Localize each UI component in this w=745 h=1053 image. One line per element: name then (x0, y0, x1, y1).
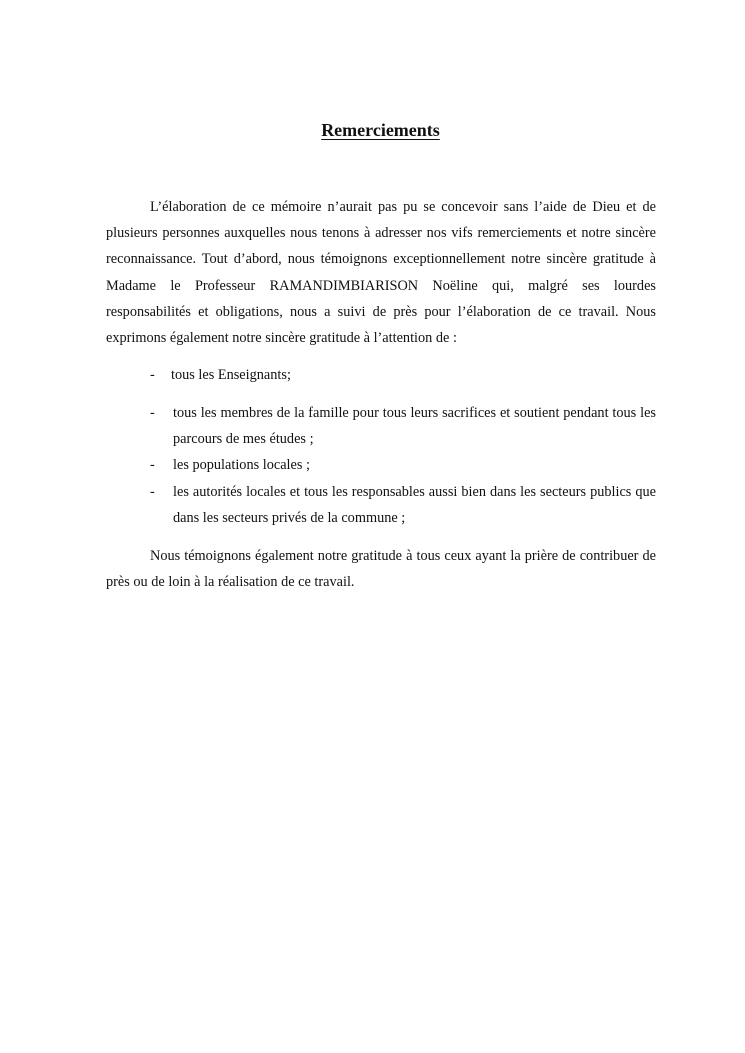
acknowledgement-list (106, 400, 656, 531)
list-item (106, 452, 656, 478)
list-item-text: les autorités locales et tous les responsables aussi bien dans les secteurs publics que dans les secteurs privés de la commune ; (173, 483, 656, 526)
list-item (106, 400, 656, 452)
list-item-text: les populations locales ; (173, 457, 310, 474)
list-bullet: - (150, 483, 155, 500)
closing-paragraph: Nous témoignons également notre gratitude à tous ceux ayant la prière de contribuer de près ou de loin à la réalisation de ce travail. (106, 548, 656, 591)
list-item-text: tous les Enseignants; (171, 367, 291, 383)
list-item-text: tous les membres de la famille pour tous leurs sacrifices et soutient pendant tous les parcours de mes études ; (173, 405, 656, 448)
list-bullet: - (150, 405, 155, 421)
list-item (106, 479, 656, 531)
acknowledgement-list-first (106, 362, 656, 388)
intro-paragraph: L’élaboration de ce mémoire n’aurait pas pu se concevoir sans l’aide de Dieu et de plusieurs personnes auxquelles nous tenons à adresser nos vifs remerciements et notre sincère reconnaissance. Tout d’abord, nous témoignons exceptionnellement notre sincère gratitude à Madame le Professeur RAMANDIMBIARISON Noëline qui, malgré ses lourdes responsabilités et obligations, nous a suivi de près pour l’élaboration de ce travail. Nous exprimons également notre sincère gratitude à l’attention de : (106, 199, 656, 347)
list-bullet: - (150, 457, 155, 474)
page-title: Remerciements (321, 120, 440, 140)
list-item (106, 362, 656, 388)
list-bullet: - (150, 367, 155, 383)
